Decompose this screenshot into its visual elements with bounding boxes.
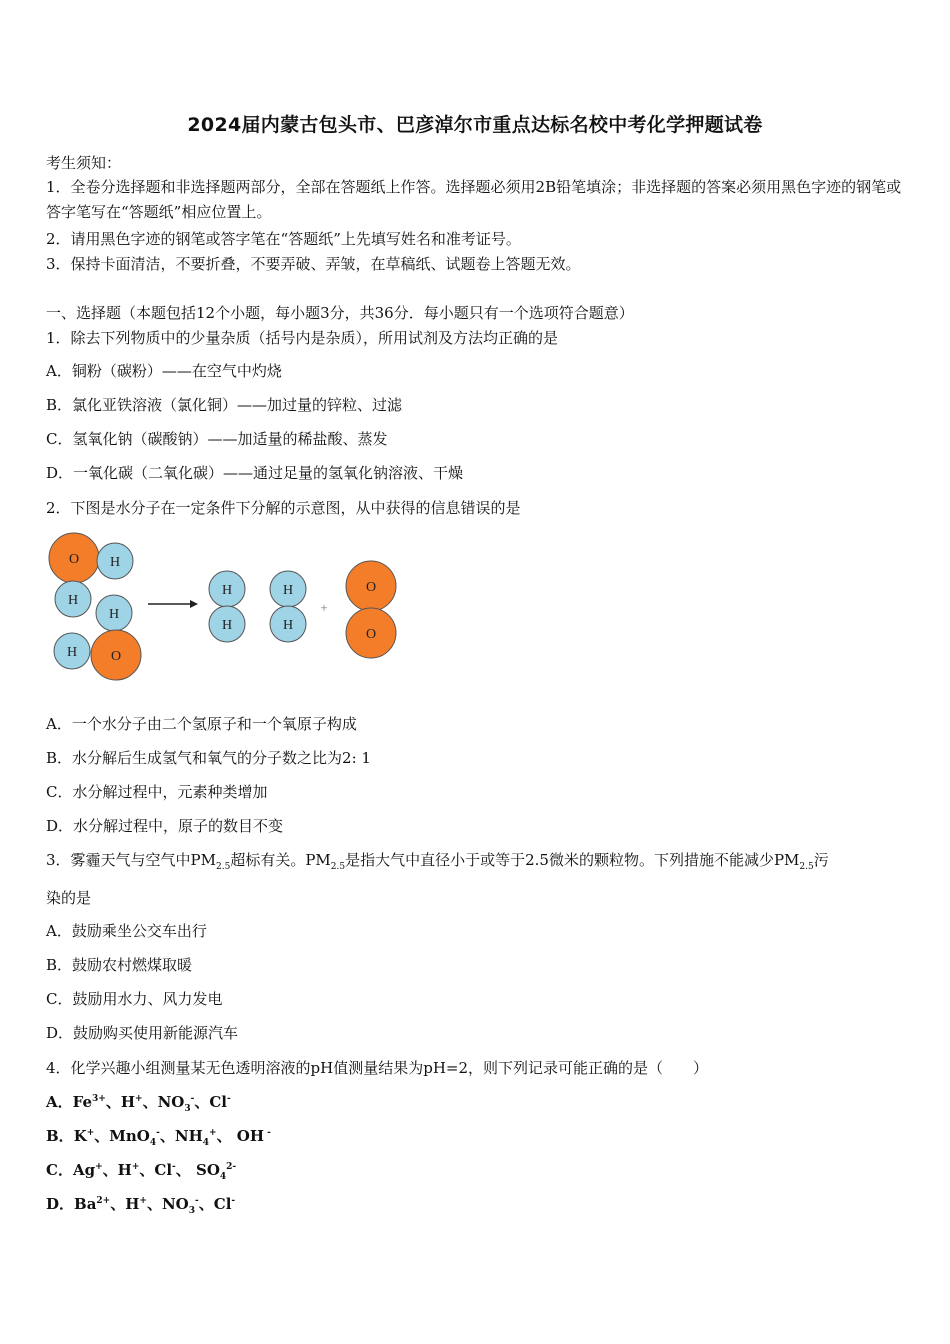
q2-option-c: C．水分解过程中，元素种类增加 [46, 783, 268, 801]
page-title: 2024届内蒙古包头市、巴彦淖尔市重点达标名校中考化学押题试卷 [187, 114, 763, 136]
oxygen-molecule [346, 561, 396, 658]
atom-o-label: O [365, 627, 377, 642]
plus-sign: + [320, 600, 328, 615]
q3-stem-line2: 染的是 [46, 889, 92, 907]
q4-option-a: A．$Fe^{3+}$、H+、$NO_3^-$、Cl- [46, 1093, 231, 1114]
q4-option-b: B．K+、MnO$_4$-、$NH_4^+$、 OH - [46, 1127, 271, 1148]
atom-h-label: H [221, 583, 233, 598]
hydrogen-molecule-1 [209, 571, 245, 642]
q4-stem: 4．化学兴趣小组测量某无色透明溶液的pH值测量结果为pH=2，则下列记录可能正确的是（ ） [46, 1059, 709, 1077]
notice-item-3: 3．保持卡面清洁，不要折叠，不要弄破、弄皱，在草稿纸、试题卷上答题无效。 [46, 255, 581, 273]
q1-option-a: A．铜粉（碳粉）——在空气中灼烧 [46, 362, 282, 380]
q1-option-b: B．氯化亚铁溶液（氯化铜）——加过量的锌粒、过滤 [46, 396, 403, 414]
q3-option-b: B．鼓励农村燃煤取暖 [46, 956, 193, 974]
q1-stem: 1．除去下列物质中的少量杂质（括号内是杂质），所用试剂及方法均正确的是 [46, 329, 559, 347]
notice-item-1: 1．全卷分选择题和非选择题两部分，全部在答题纸上作答。选择题必须用2B铅笔填涂；非选择题的答案必须用黑色字迹的钢笔或答字笔写在“答题纸”相应位置上。 [46, 178, 902, 221]
q3-stem: 3．雾霾天气与空气中$PM_{2.5}$超标有关。$PM_{2.5}$是指大气中直径小于或等于2.5微米的颗粒物。下列措施不能减少$PM_{2.5}$污 [46, 851, 829, 872]
atom-h-label: H [108, 607, 120, 622]
atom-o-label: O [68, 552, 80, 567]
water-decomposition-diagram [40, 532, 420, 692]
q3-option-a: A．鼓励乘坐公交车出行 [46, 922, 207, 940]
notice-item-2: 2．请用黑色字迹的钢笔或答字笔在“答题纸”上先填写姓名和准考证号。 [46, 230, 521, 248]
q3-option-d: D．鼓励购买使用新能源汽车 [46, 1024, 239, 1042]
q2-stem: 2．下图是水分子在一定条件下分解的示意图，从中获得的信息错误的是 [46, 499, 521, 517]
atom-h-label: H [221, 618, 233, 633]
notice-heading: 考生须知： [46, 154, 122, 172]
atom-o-label: O [110, 649, 122, 664]
q4-option-c: C．Ag+、H+、Cl-、 $SO_4^{2-}$ [46, 1161, 237, 1182]
atom-o-label: O [365, 580, 377, 595]
atom-h-label: H [67, 593, 79, 608]
atom-h-label: H [109, 555, 121, 570]
q2-option-d: D．水分解过程中，原子的数目不变 [46, 817, 284, 835]
q2-option-a: A．一个水分子由二个氢原子和一个氧原子构成 [46, 715, 357, 733]
q1-option-c: C．氢氧化钠（碳酸钠）——加适量的稀盐酸、蒸发 [46, 430, 388, 448]
reaction-arrow-icon [148, 600, 198, 608]
q1-option-d: D．一氧化碳（二氧化碳）——通过足量的氢氧化钠溶液、干燥 [46, 464, 464, 482]
q3-option-c: C．鼓励用水力、风力发电 [46, 990, 223, 1008]
atom-h-label: H [282, 583, 294, 598]
hydrogen-molecule-2 [270, 571, 306, 642]
q2-option-b: B．水分解后生成氢气和氧气的分子数之比为2: 1 [46, 749, 371, 767]
q4-option-d: D．$Ba^{2+}$、H+、$NO_3^-$、Cl- [46, 1195, 236, 1216]
atom-h-label: H [282, 618, 294, 633]
atom-h-label: H [66, 645, 78, 660]
section-heading: 一、选择题（本题包括12个小题，每小题3分，共36分．每小题只有一个选项符合题意） [46, 304, 634, 322]
